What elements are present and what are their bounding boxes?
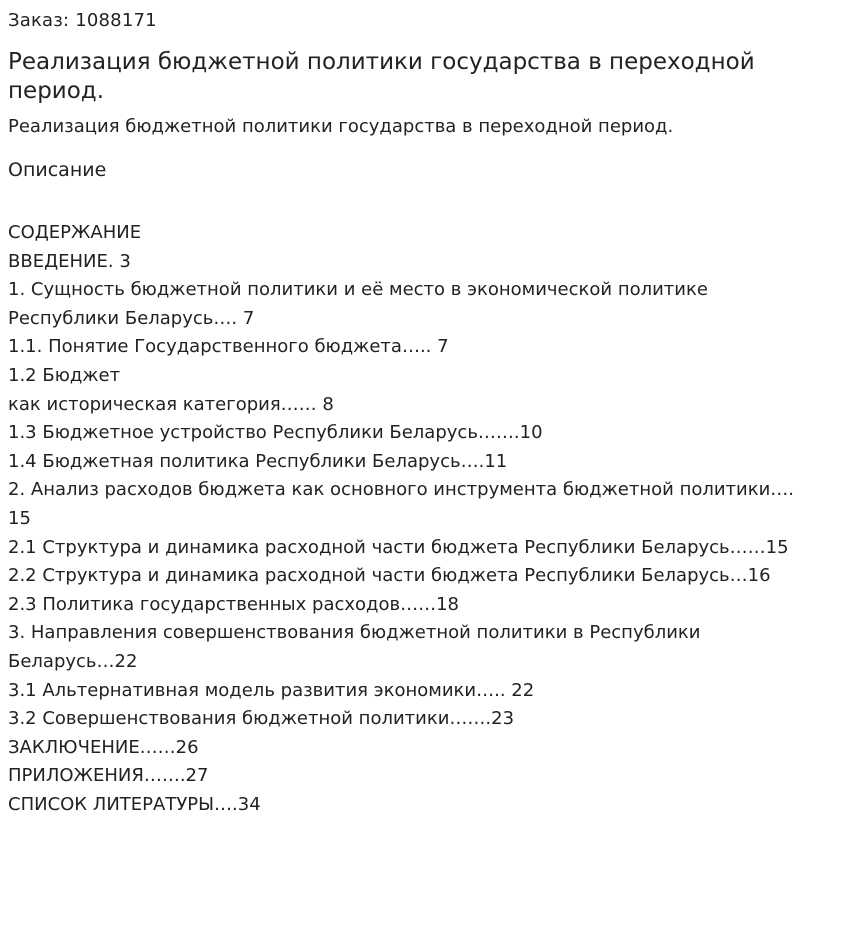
toc-line: 2.2 Структура и динамика расходной части бюджета Республики Беларусь…16 xyxy=(8,565,771,587)
toc-line: СПИСОК ЛИТЕРАТУРЫ….34 xyxy=(8,793,261,815)
toc-line: 2.3 Политика государственных расходов……18 xyxy=(8,593,460,615)
toc-line: 1.4 Бюджетная политика Республики Беларусь….11 xyxy=(8,450,508,472)
toc-line: 1. Сущность бюджетной политики и её место в экономической политике xyxy=(8,279,708,301)
toc-line: 1.1. Понятие Государственного бюджета….. 7 xyxy=(8,336,449,358)
toc-line: ПРИЛОЖЕНИЯ…….27 xyxy=(8,765,209,787)
toc-line: 2.1 Структура и динамика расходной части бюджета Республики Беларусь……15 xyxy=(8,536,789,558)
description-heading: Описание xyxy=(8,159,107,181)
toc-line: 3.2 Совершенствования бюджетной политики…….23 xyxy=(8,708,515,730)
toc-line: 3.1 Альтернативная модель развития экономики….. 22 xyxy=(8,679,535,701)
toc-line: ЗАКЛЮЧЕНИЕ……26 xyxy=(8,736,199,758)
table-of-contents xyxy=(8,219,843,819)
toc-line: 3. Направления совершенствования бюджетной политики в Республики xyxy=(8,622,701,644)
toc-line: СОДЕРЖАНИЕ xyxy=(8,222,142,243)
order-number: Заказ: 1088171 xyxy=(8,10,157,31)
toc-line: Республики Беларусь…. 7 xyxy=(8,307,255,329)
toc-line: Беларусь…22 xyxy=(8,650,138,672)
toc-line: как историческая категория…… 8 xyxy=(8,393,334,415)
toc-line: 2. Анализ расходов бюджета как основного инструмента бюджетной политики…. xyxy=(8,479,795,501)
toc-line: 1.2 Бюджет xyxy=(8,364,121,386)
page-subtitle: Реализация бюджетной политики государства в переходной период. xyxy=(8,116,674,137)
toc-line: ВВЕДЕНИЕ. 3 xyxy=(8,250,131,272)
toc-line: 1.3 Бюджетное устройство Республики Беларусь…….10 xyxy=(8,422,543,444)
toc-line: 15 xyxy=(8,507,31,529)
page-title: Реализация бюджетной политики государства в переходной период. xyxy=(8,49,755,104)
